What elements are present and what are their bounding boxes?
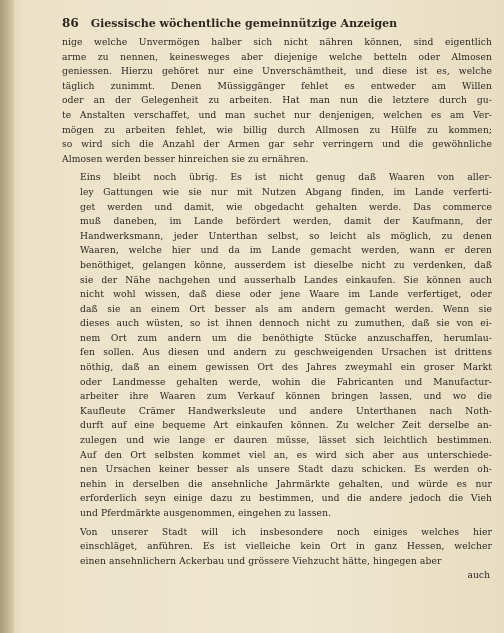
- paragraph: [62, 526, 492, 570]
- text-line: Waaren, welche hier und da im Lande gemacht werden, wann er deren: [80, 245, 492, 257]
- text-line: einen ansehnlichern Ackerbau und grössere Viehzucht hätte, hingegen aber: [80, 555, 442, 567]
- page-header: [62, 16, 492, 30]
- text-line: nem Ort zum andern um die benöthigte Stücke anzuschaffen, herumlau-: [80, 332, 492, 344]
- text-line: Auf den Ort selbsten kommet viel an, es wird sich aber aus unterschiede-: [80, 449, 492, 461]
- page-number: 86: [62, 16, 79, 30]
- text-line: Eins bleibt noch übrig. Es ist nicht genug daß Waaren von aller-: [80, 172, 492, 184]
- text-line: benöthiget, gelangen könne, ausserdem ist dieselbe nicht zu verdenken, daß: [80, 259, 492, 271]
- text-line: fen sollen. Aus diesen und andern zu geschweigenden Ursachen ist drittens: [80, 347, 492, 359]
- text-line: so wird sich die Anzahl der Armen gar sehr verringern und die gewöhnliche: [62, 139, 492, 151]
- text-line: zulegen und wie lange er dauren müsse, lässet sich leichtlich bestimmen.: [80, 435, 492, 447]
- text-line: einschläget, anführen. Es ist vielleiche kein Ort in ganz Hessen, welcher: [80, 541, 492, 553]
- text-line: nen Ursachen keiner besser als unsere Stadt dazu schicken. Es werden oh-: [80, 464, 492, 476]
- text-line: nicht wohl wissen, daß diese oder jene Waare im Lande verfertiget, oder: [80, 289, 492, 301]
- text-line: nehin in derselben die ansehnliche Jahrmärkte gehalten, und würde es nur: [80, 478, 492, 490]
- text-line: get werden und damit, wie obgedacht gehalten werde. Das commerce: [80, 201, 492, 213]
- text-line: oder Landmesse gehalten werde, wohin die Fabricanten und Manufactur-: [80, 376, 492, 388]
- text-line: te Anstalten verschaffet, und man suchet nur denjenigen, welchen es am Ver-: [62, 109, 492, 121]
- text-line: Almosen werden besser hinreichen sie zu ernähren.: [62, 153, 309, 165]
- text-line: durft auf eine bequeme Art einkaufen können. Zu welcher Zeit derselbe an-: [80, 420, 492, 432]
- paragraph: [62, 171, 492, 521]
- page-gutter: [0, 0, 14, 633]
- text-line: muß daneben, im Lande befördert werden, damit der Kaufmann, der: [80, 216, 492, 228]
- text-line: erforderlich seyn einige dazu zu bestimmen, und die andere jedoch die Vieh: [80, 493, 492, 505]
- running-title: Giessische wöchentliche gemeinnützige Anzeigen: [90, 17, 398, 30]
- text-line: arme zu nennen, keinesweges aber diejenige welche betteln oder Almosen: [62, 51, 492, 63]
- text-line: Handwerksmann, jeder Unterthan selbst, so leicht als möglich, zu denen: [80, 230, 492, 242]
- text-line: oder an der Gelegenheit zu arbeiten. Hat man nun die letztere durch gu-: [62, 95, 492, 107]
- text-line: arbeiter ihre Waaren zum Verkauf können bringen lassen, und wo die: [80, 391, 492, 403]
- text-line: täglich zunimmt. Denen Müssiggänger fehlet es entweder am Willen: [62, 80, 492, 92]
- text-line: geniessen. Hierzu gehöret nur eine Unverschämtheit, und diese ist es, welche: [62, 66, 492, 78]
- text-line: ley Gattungen wie sie nur mit Nutzen Abgang finden, im Lande verferti-: [80, 186, 492, 198]
- text-line: daß sie an einem Ort besser als am andern gemacht werden. Wenn sie: [80, 303, 492, 315]
- text-line: sie der Nähe nachgehen und ausserhalb Landes einkaufen. Sie können auch: [80, 274, 492, 286]
- text-line: dieses auch wüsten, so ist ihnen dennoch nicht zu zumuthen, daß sie von ei-: [80, 318, 492, 330]
- text-line: nige welche Unvermögen halber sich nicht nähren können, sind eigentlich: [62, 37, 492, 48]
- text-line: und Pferdmärkte ausgenommen, eingehen zu lassen.: [80, 508, 332, 519]
- catchword: auch: [467, 570, 490, 582]
- text-line: nöthig, daß an einem gewissen Ort des Jahres zweymahl ein groser Markt: [80, 362, 492, 374]
- body-text: [62, 36, 492, 569]
- text-line: Von unserer Stadt will ich insbesondere noch einiges welches hier: [80, 526, 492, 538]
- text-line: Kaufleute Crämer Handwerksleute und andere Unterthanen nach Noth-: [80, 405, 492, 417]
- paragraph: [62, 36, 492, 167]
- text-line: mögen zu arbeiten fehlet, wie billig durch Allmosen zu Hülfe zu kommen;: [62, 124, 492, 136]
